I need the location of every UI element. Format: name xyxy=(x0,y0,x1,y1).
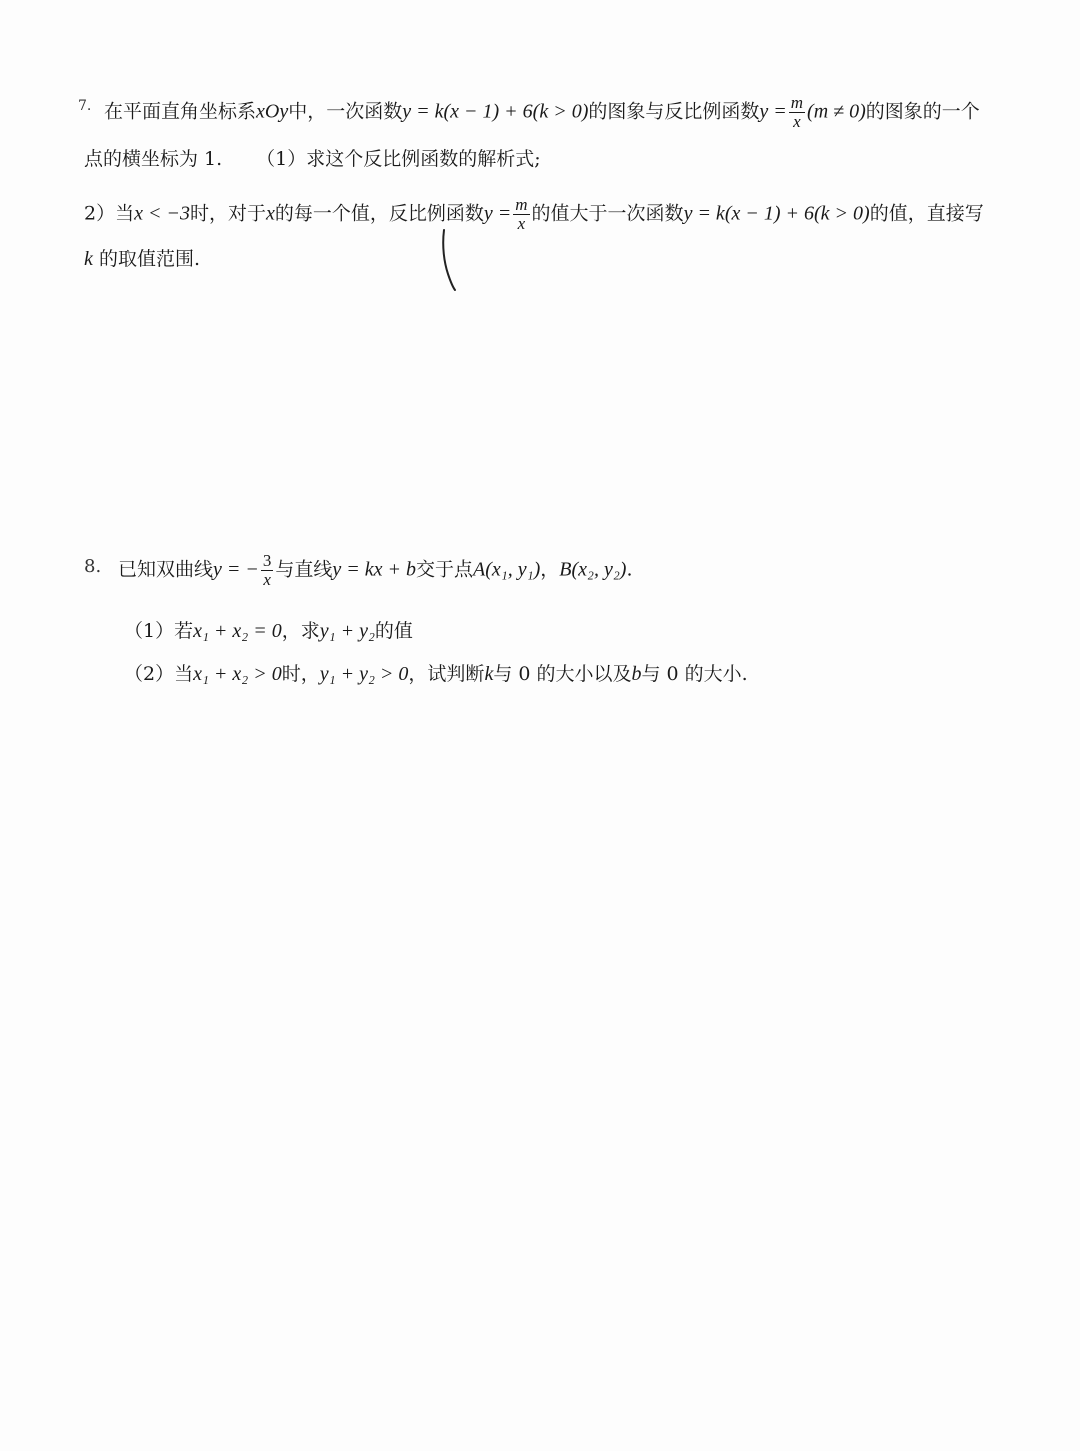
p7-inverse-lhs: y = xyxy=(759,100,787,123)
p8-hyperbola-fraction: $\frac{3}{x}$ xyxy=(262,551,272,589)
problem-7-number: 7. xyxy=(78,98,92,114)
p8-point-a: A xyxy=(473,558,486,581)
p7-text: 的图象的一个 xyxy=(865,100,980,123)
p8-k-var: k xyxy=(484,663,494,685)
p7-coord-system: xOy xyxy=(256,100,289,123)
p7-inverse-fraction-2: $\frac{m}{x}$ xyxy=(515,195,528,233)
p8-x-sum-condition: x₁ + x₂ = 0 xyxy=(193,620,282,642)
p8-point-b-coords: (x₂, y₂) xyxy=(571,558,627,581)
p7-inverse-fraction: $\frac{m}{x}$ xyxy=(790,93,804,131)
p7-k-var: k xyxy=(84,248,93,270)
problem-8-number: 8. xyxy=(84,556,102,577)
p7-text: 时，对于 xyxy=(189,202,266,225)
problem-8-part-2 xyxy=(124,660,748,688)
p8-line-function: y = kx + b xyxy=(332,558,417,581)
p7-linear-function: y = k(x − 1) + 6(k > 0) xyxy=(402,100,589,123)
p7-text: 的值，直接写 xyxy=(869,202,984,225)
p7-linear-function-2: y = k(x − 1) + 6(k > 0) xyxy=(683,202,870,225)
p7-text: 的图象与反比例函数 xyxy=(588,100,760,123)
p8-y-sum-positive: y₁ + y₂ > 0 xyxy=(319,663,409,685)
p7-text: 点的横坐标为 1. xyxy=(84,148,223,170)
problem-8-line-1 xyxy=(118,552,633,589)
p8-text: 交于点 xyxy=(416,558,474,581)
p7-inverse-condition: (m ≠ 0) xyxy=(807,100,866,123)
p8-text: 与直线 xyxy=(275,558,333,581)
p8-text: 与 0 的大小. xyxy=(641,663,748,685)
p7-text: 的取值范围. xyxy=(98,248,200,270)
p8-y-sum-expression: y₁ + y₂ xyxy=(319,620,375,642)
p8-b-var: b xyxy=(631,663,642,685)
p8-part-2-label: （2）当 xyxy=(124,663,194,685)
p8-text: 的值 xyxy=(374,620,413,642)
p8-hyperbola-lhs: y = − xyxy=(213,558,259,581)
pen-stroke-mark xyxy=(436,228,466,292)
p7-text: 在平面直角坐标系 xyxy=(104,100,257,123)
p7-x-condition: x < −3 xyxy=(134,202,190,225)
problem-7-line-4 xyxy=(84,245,200,273)
problem-8-part-1 xyxy=(124,617,413,645)
problem-7-line-2 xyxy=(84,145,541,173)
p8-point-b: B xyxy=(559,558,572,581)
p7-text: 的每一个值，反比例函数 xyxy=(274,202,484,225)
p7-inverse-lhs-2: y = xyxy=(483,202,512,225)
p8-separator: ， xyxy=(540,558,560,581)
p8-text: ，求 xyxy=(281,620,320,642)
problem-7-line-1 xyxy=(104,94,980,131)
p7-part-2-label: 2）当 xyxy=(84,202,135,225)
p8-text: ，试判断 xyxy=(408,663,485,685)
p7-x-var: x xyxy=(265,202,275,225)
problem-7-line-3 xyxy=(84,196,984,233)
p8-text: 时， xyxy=(281,663,320,685)
p8-point-a-coords: (x₁, y₁) xyxy=(485,558,541,581)
p8-x-sum-positive: x₁ + x₂ > 0 xyxy=(193,663,282,685)
p8-text: 已知双曲线 xyxy=(118,558,214,581)
p7-part-1: （1）求这个反比例函数的解析式; xyxy=(256,148,541,170)
p7-text: 中，一次函数 xyxy=(288,100,403,123)
p8-part-1-label: （1）若 xyxy=(124,620,194,642)
p8-end-period: . xyxy=(626,558,633,581)
p7-text: 的值大于一次函数 xyxy=(531,202,684,225)
p8-text: 与 0 的大小以及 xyxy=(493,663,632,685)
